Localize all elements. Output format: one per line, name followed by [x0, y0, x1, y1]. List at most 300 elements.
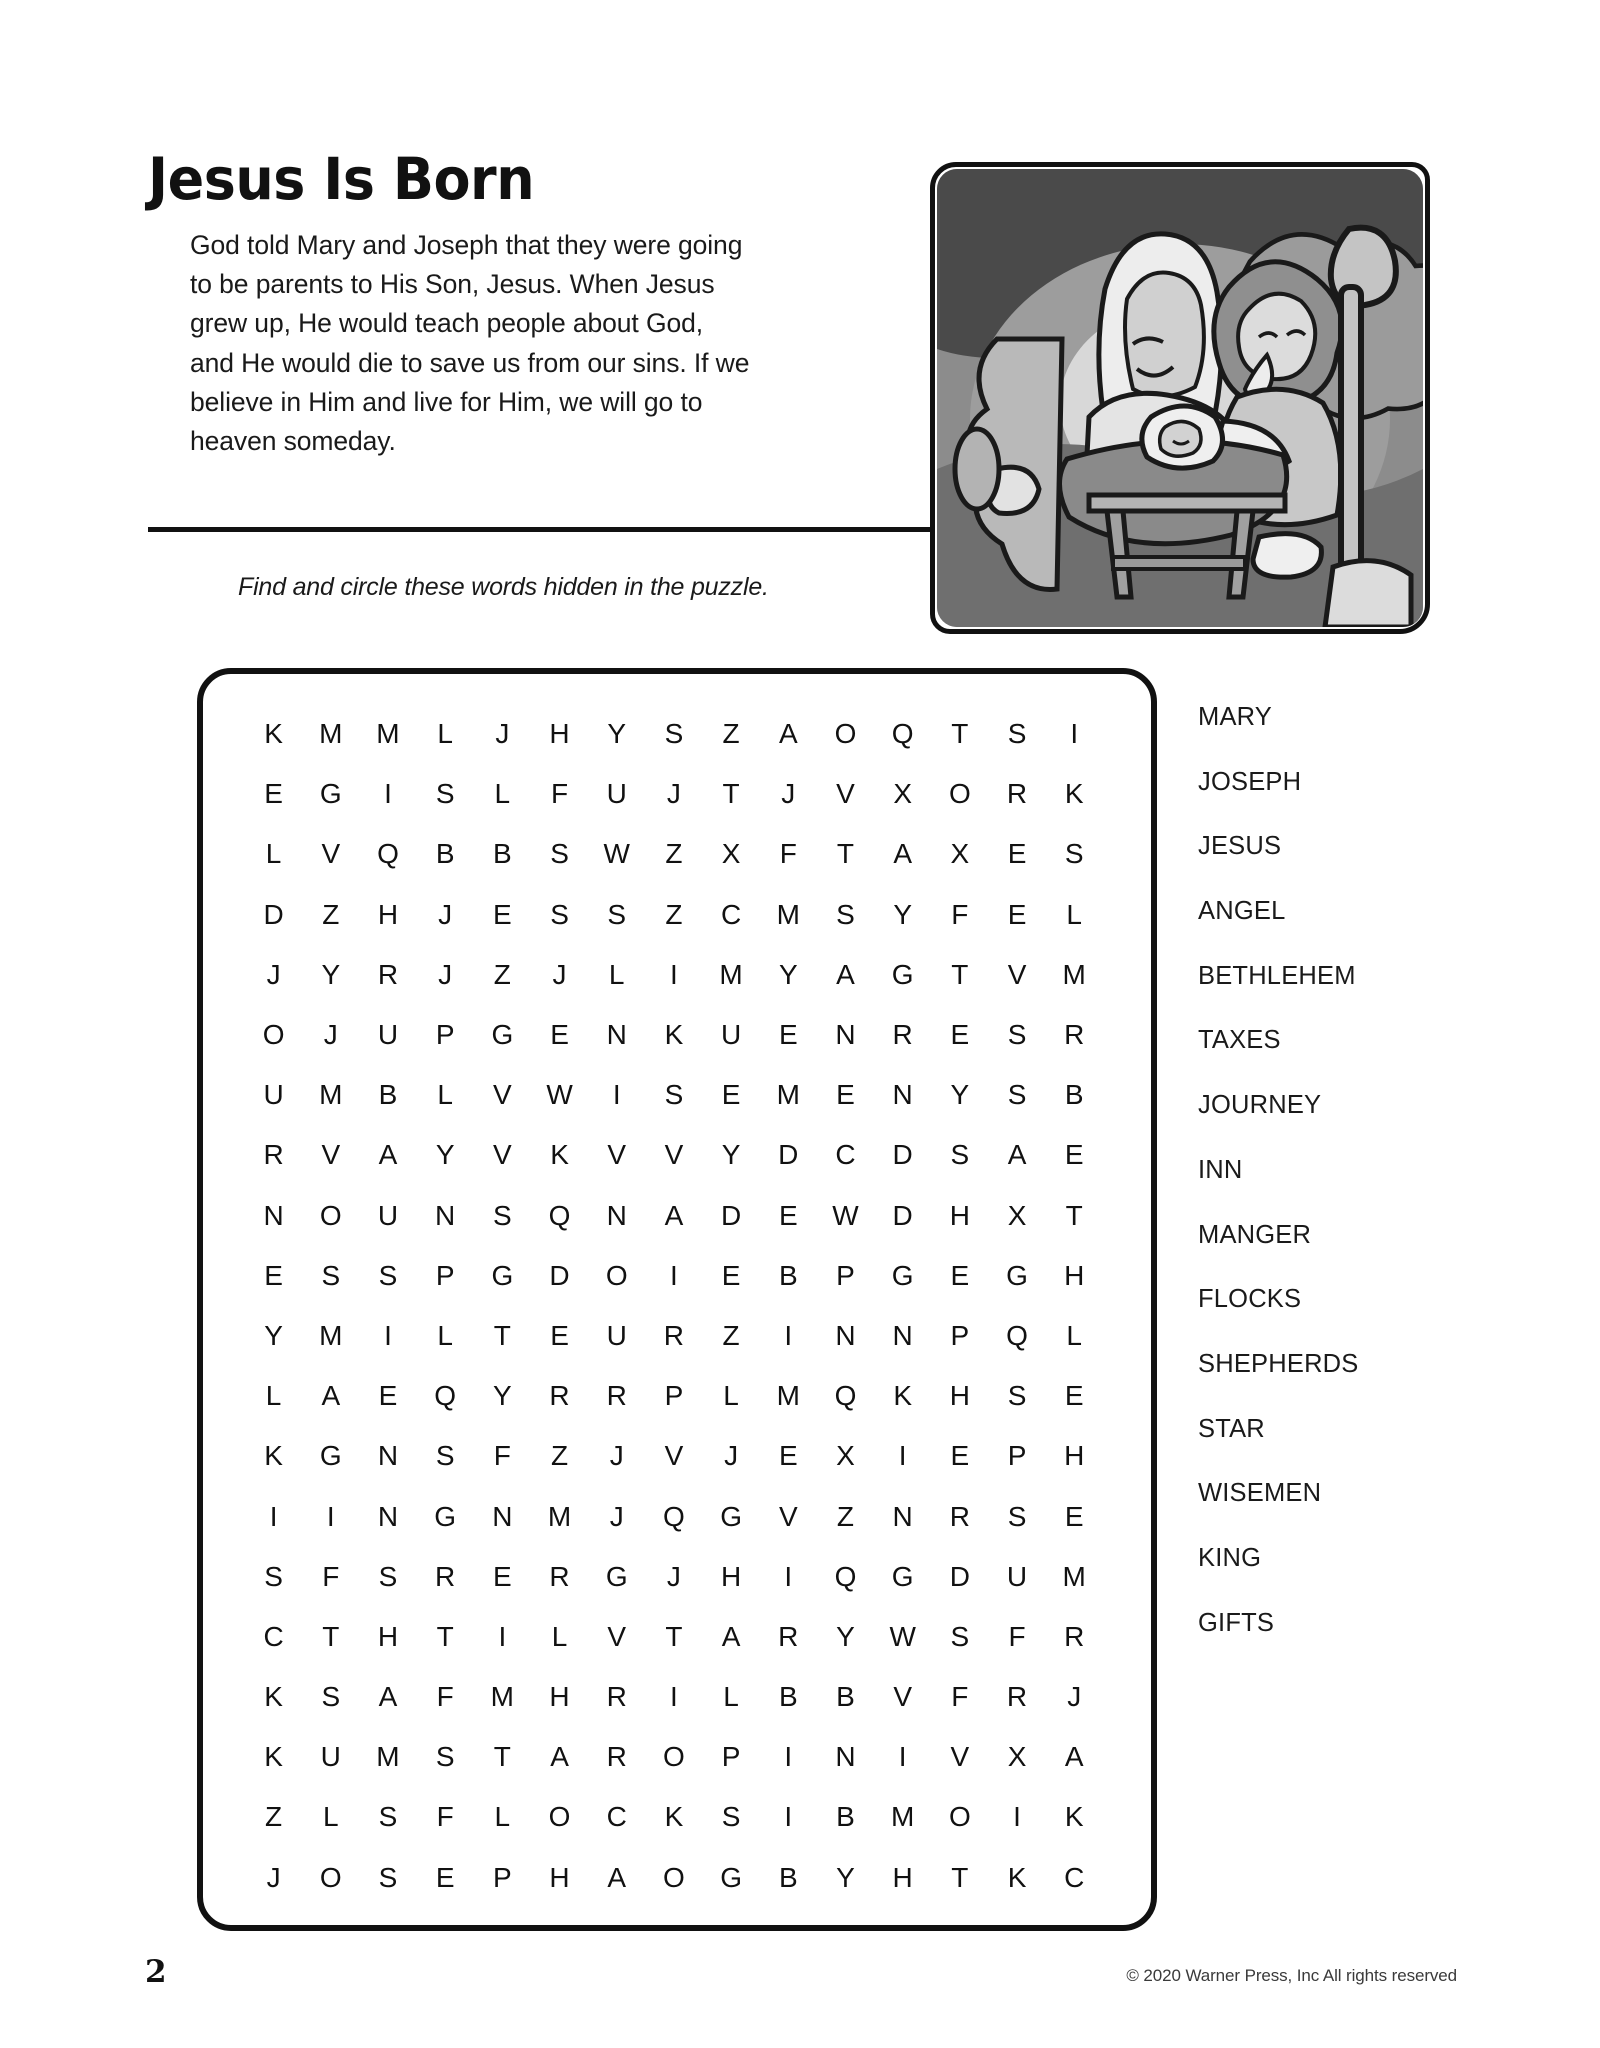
grid-cell[interactable]: Q	[663, 1500, 685, 1532]
grid-cell[interactable]: E	[264, 778, 283, 810]
word-list-item[interactable]: TAXES	[1198, 1026, 1281, 1055]
grid-cell[interactable]: K	[550, 1139, 569, 1171]
grid-cell[interactable]: R	[606, 1380, 627, 1412]
grid-cell[interactable]: A	[378, 1681, 398, 1713]
grid-cell[interactable]: I	[612, 1079, 621, 1111]
word-list-item[interactable]: KING	[1198, 1543, 1262, 1572]
grid-cell[interactable]: B	[778, 1861, 798, 1893]
grid-cell[interactable]: S	[378, 1861, 398, 1893]
grid-cell[interactable]: M	[319, 1079, 343, 1111]
grid-cell[interactable]	[1103, 1306, 1160, 1366]
grid-cell[interactable]: M	[376, 1741, 400, 1773]
word-list-item[interactable]: WISEMEN	[1198, 1479, 1322, 1508]
grid-cell[interactable]: S	[321, 1259, 341, 1291]
grid-cell[interactable]: H	[1064, 1259, 1085, 1291]
grid-cell[interactable]: O	[948, 778, 971, 810]
grid-cell[interactable]: T	[665, 1620, 683, 1652]
grid-cell[interactable]: Y	[493, 1380, 512, 1412]
grid-cell[interactable]: O	[319, 1199, 342, 1231]
grid-cell[interactable]: A	[778, 718, 798, 750]
grid-cell[interactable]: T	[1065, 1199, 1083, 1231]
grid-cell[interactable]: F	[550, 778, 569, 810]
grid-cell[interactable]: K	[893, 1380, 912, 1412]
grid-cell[interactable]: L	[437, 1319, 453, 1351]
grid-cell[interactable]: I	[784, 1801, 793, 1833]
grid-cell[interactable]: S	[493, 1199, 512, 1231]
grid-cell[interactable]: M	[776, 898, 800, 930]
grid-cell[interactable]: U	[606, 778, 627, 810]
word-list-item[interactable]: SHEPHERDS	[1198, 1349, 1359, 1378]
grid-cell[interactable]: H	[892, 1861, 913, 1893]
grid-cell[interactable]: Z	[665, 898, 683, 930]
grid-cell[interactable]: N	[263, 1199, 284, 1231]
grid-cell[interactable]: S	[1007, 1500, 1027, 1532]
grid-cell[interactable]: L	[265, 1380, 282, 1412]
grid-cell[interactable]: I	[269, 1500, 278, 1532]
grid-cell[interactable]: C	[263, 1620, 284, 1652]
grid-cell[interactable]: S	[264, 1560, 283, 1592]
grid-cell[interactable]: E	[778, 1440, 798, 1472]
grid-cell[interactable]: G	[891, 958, 914, 990]
grid-cell[interactable]: D	[949, 1560, 970, 1592]
grid-cell[interactable]: J	[438, 958, 453, 990]
grid-cell[interactable]: R	[892, 1019, 913, 1051]
grid-cell[interactable]: S	[550, 838, 569, 870]
grid-cell[interactable]: Y	[836, 1620, 855, 1652]
grid-cell[interactable]: S	[1007, 1380, 1027, 1412]
grid-cell[interactable]: E	[378, 1380, 398, 1412]
grid-cell[interactable]: A	[893, 838, 912, 870]
grid-cell[interactable]: V	[778, 1500, 798, 1532]
grid-cell[interactable]: B	[435, 838, 455, 870]
grid-cell[interactable]: J	[438, 898, 453, 930]
grid-cell[interactable]	[1103, 1005, 1160, 1065]
grid-cell[interactable]: Y	[264, 1319, 283, 1351]
grid-cell[interactable]: P	[435, 1019, 455, 1051]
grid-cell[interactable]: K	[664, 1801, 684, 1833]
grid-cell[interactable]: B	[378, 1079, 398, 1111]
grid-cell[interactable]: V	[493, 1139, 512, 1171]
grid-cell[interactable]: R	[377, 958, 399, 990]
grid-cell[interactable]: M	[319, 1319, 343, 1351]
grid-cell[interactable]: J	[323, 1019, 338, 1051]
grid-cell[interactable]: M	[776, 1079, 800, 1111]
grid-cell[interactable]: S	[664, 1079, 684, 1111]
grid-cell[interactable]: R	[1006, 778, 1028, 810]
grid-cell[interactable]: L	[1066, 1319, 1082, 1351]
grid-cell[interactable]: E	[721, 1259, 741, 1291]
grid-cell[interactable]: Y	[893, 898, 912, 930]
grid-cell[interactable]: L	[551, 1620, 568, 1652]
grid-cell[interactable]: Z	[265, 1801, 283, 1833]
grid-cell[interactable]: W	[603, 838, 630, 870]
grid-cell[interactable]: H	[377, 1620, 399, 1652]
grid-cell[interactable]: K	[1064, 778, 1084, 810]
grid-cell[interactable]: E	[778, 1199, 798, 1231]
grid-cell[interactable]: J	[495, 718, 510, 750]
grid-cell[interactable]	[1103, 1186, 1160, 1246]
grid-cell[interactable]: I	[384, 778, 392, 810]
grid-cell[interactable]: W	[546, 1079, 573, 1111]
grid-cell[interactable]: L	[608, 958, 625, 990]
grid-cell[interactable]: X	[1007, 1199, 1027, 1231]
grid-cell[interactable]: M	[719, 958, 743, 990]
grid-cell[interactable]: P	[664, 1380, 684, 1412]
grid-cell[interactable]: E	[721, 1079, 741, 1111]
grid-cell[interactable]: I	[784, 1319, 793, 1351]
grid-cell[interactable]	[1103, 764, 1160, 824]
grid-cell[interactable]: S	[378, 1560, 398, 1592]
grid-cell[interactable]: S	[721, 1801, 741, 1833]
grid-cell[interactable]: G	[319, 1440, 342, 1472]
grid-cell[interactable]: I	[1013, 1801, 1021, 1833]
grid-cell[interactable]: S	[1007, 1079, 1027, 1111]
grid-cell[interactable]: M	[1062, 1560, 1086, 1592]
grid-cell[interactable]: T	[951, 718, 969, 750]
grid-cell[interactable]: N	[377, 1440, 399, 1472]
grid-cell[interactable]: N	[435, 1199, 456, 1231]
grid-cell[interactable]: Q	[377, 838, 399, 870]
grid-cell[interactable]: V	[836, 778, 855, 810]
grid-cell[interactable]: L	[265, 838, 282, 870]
grid-cell[interactable]: T	[836, 838, 855, 870]
grid-cell[interactable]: E	[1064, 1500, 1084, 1532]
grid-cell[interactable]: T	[493, 1319, 511, 1351]
grid-cell[interactable]: H	[377, 898, 399, 930]
grid-cell[interactable]: J	[724, 1440, 739, 1472]
grid-cell[interactable]: I	[670, 958, 678, 990]
grid-cell[interactable]: Y	[836, 1861, 855, 1893]
grid-cell[interactable]: S	[1007, 1019, 1027, 1051]
grid-cell[interactable]: J	[266, 958, 281, 990]
grid-cell[interactable]: P	[1007, 1440, 1027, 1472]
grid-cell[interactable]: D	[892, 1139, 913, 1171]
grid-cell[interactable]: J	[1067, 1681, 1082, 1713]
grid-cell[interactable]: F	[436, 1801, 454, 1833]
grid-cell[interactable]: Z	[665, 838, 683, 870]
grid-cell[interactable]: Z	[836, 1500, 855, 1532]
grid-cell[interactable]: D	[892, 1199, 913, 1231]
grid-cell[interactable]: K	[664, 1019, 684, 1051]
grid-cell[interactable]: Y	[607, 718, 627, 750]
grid-cell[interactable]: O	[262, 1019, 285, 1051]
grid-cell[interactable]: D	[549, 1259, 570, 1291]
grid-cell[interactable]: U	[377, 1199, 399, 1231]
grid-cell[interactable]: V	[607, 1139, 627, 1171]
word-list-item[interactable]: MARY	[1198, 703, 1273, 731]
grid-cell[interactable]: Z	[722, 718, 740, 750]
grid-cell[interactable]: M	[547, 1500, 572, 1532]
grid-cell[interactable]	[1103, 1727, 1160, 1787]
grid-cell[interactable]: S	[378, 1801, 398, 1833]
grid-cell[interactable]	[1103, 824, 1160, 884]
grid-cell[interactable]: E	[778, 1019, 798, 1051]
grid-cell[interactable]	[1103, 1366, 1160, 1426]
grid-cell[interactable]: D	[720, 1199, 742, 1231]
grid-cell[interactable]: F	[951, 898, 969, 930]
grid-cell[interactable]: K	[1064, 1801, 1084, 1833]
word-list-item[interactable]: STAR	[1198, 1414, 1265, 1443]
grid-cell[interactable]: S	[1064, 838, 1084, 870]
grid-cell[interactable]: K	[1007, 1861, 1027, 1893]
grid-cell[interactable]: V	[607, 1620, 627, 1652]
grid-cell[interactable]: R	[778, 1620, 799, 1652]
grid-cell[interactable]: X	[836, 1440, 855, 1472]
word-list-item[interactable]: JOSEPH	[1198, 767, 1302, 796]
grid-cell[interactable]: B	[836, 1681, 855, 1713]
grid-cell[interactable]: A	[321, 1380, 341, 1412]
grid-cell[interactable]: I	[670, 1259, 678, 1291]
grid-cell[interactable]: E	[950, 1440, 970, 1472]
grid-cell[interactable]: G	[891, 1560, 914, 1592]
grid-cell[interactable]: I	[670, 1681, 678, 1713]
grid-cell[interactable]: P	[493, 1861, 512, 1893]
grid-cell[interactable]: F	[436, 1681, 454, 1713]
grid-cell[interactable]: C	[606, 1801, 627, 1833]
grid-cell[interactable]: M	[319, 718, 343, 750]
grid-cell[interactable]: J	[666, 778, 681, 810]
grid-cell[interactable]: W	[889, 1620, 916, 1652]
grid-cell[interactable]: C	[1064, 1861, 1085, 1893]
grid-cell[interactable]: V	[1007, 958, 1027, 990]
grid-cell[interactable]: P	[836, 1259, 855, 1291]
grid-cell[interactable]: T	[322, 1620, 340, 1652]
grid-cell[interactable]: R	[606, 1681, 627, 1713]
grid-cell[interactable]: R	[663, 1319, 685, 1351]
grid-cell[interactable]	[1103, 945, 1160, 1005]
grid-cell[interactable]: R	[1006, 1681, 1028, 1713]
grid-cell[interactable]: A	[1007, 1139, 1027, 1171]
grid-cell[interactable]: O	[948, 1801, 971, 1833]
grid-cell[interactable]	[1103, 1547, 1160, 1607]
grid-cell[interactable]: B	[1064, 1079, 1084, 1111]
grid-cell[interactable]: H	[949, 1199, 970, 1231]
grid-cell[interactable]: N	[606, 1019, 627, 1051]
grid-cell[interactable]: F	[779, 838, 797, 870]
grid-cell[interactable]: E	[1064, 1380, 1084, 1412]
grid-cell[interactable]	[1103, 1667, 1160, 1727]
grid-cell[interactable]	[1103, 1426, 1160, 1486]
grid-cell[interactable]: F	[493, 1440, 511, 1472]
grid-cell[interactable]: F	[951, 1681, 969, 1713]
grid-cell[interactable]: V	[493, 1079, 512, 1111]
grid-cell[interactable]: V	[321, 838, 341, 870]
grid-cell[interactable]: H	[549, 1861, 570, 1893]
grid-cell[interactable]: Y	[435, 1139, 455, 1171]
grid-cell[interactable]: B	[778, 1681, 798, 1713]
grid-cell[interactable]: P	[721, 1741, 741, 1773]
grid-cell[interactable]: A	[1064, 1741, 1084, 1773]
grid-cell[interactable]: X	[721, 838, 741, 870]
grid-cell[interactable]: T	[493, 1741, 511, 1773]
grid-cell[interactable]: I	[898, 1440, 907, 1472]
grid-cell[interactable]: O	[605, 1259, 628, 1291]
grid-cell[interactable]: N	[492, 1500, 513, 1532]
grid-cell[interactable]: Y	[950, 1079, 970, 1111]
word-list-item[interactable]: JESUS	[1198, 832, 1282, 861]
grid-cell[interactable]: A	[664, 1199, 684, 1231]
grid-cell[interactable]: X	[1007, 1741, 1027, 1773]
grid-cell[interactable]: L	[1066, 898, 1082, 930]
grid-cell[interactable]: R	[435, 1560, 456, 1592]
grid-cell[interactable]: B	[836, 1801, 855, 1833]
grid-cell[interactable]: W	[832, 1199, 859, 1231]
grid-cell[interactable]: N	[606, 1199, 627, 1231]
grid-cell[interactable]: N	[835, 1019, 856, 1051]
grid-cell[interactable]: L	[723, 1681, 739, 1713]
grid-cell[interactable]: G	[720, 1500, 742, 1532]
grid-cell[interactable]: R	[1064, 1620, 1085, 1652]
grid-cell[interactable]: I	[326, 1500, 335, 1532]
grid-cell[interactable]: D	[263, 898, 284, 930]
grid-cell[interactable]: N	[892, 1079, 913, 1111]
grid-cell[interactable]: S	[1007, 718, 1027, 750]
grid-cell[interactable]: J	[666, 1560, 681, 1592]
grid-cell[interactable]	[1103, 704, 1160, 764]
grid-cell[interactable]: Y	[321, 958, 341, 990]
grid-cell[interactable]: K	[264, 1440, 283, 1472]
grid-cell[interactable]: R	[949, 1500, 970, 1532]
grid-cell[interactable]: A	[550, 1741, 569, 1773]
grid-cell[interactable]: G	[891, 1259, 914, 1291]
word-list-item[interactable]: BETHLEHEM	[1198, 961, 1356, 990]
grid-cell[interactable]: K	[264, 1681, 283, 1713]
grid-cell[interactable]: Q	[434, 1380, 457, 1412]
grid-cell[interactable]: G	[434, 1500, 457, 1532]
grid-cell[interactable]: M	[890, 1801, 915, 1833]
grid-cell[interactable]: A	[721, 1620, 741, 1652]
grid-cell[interactable]: B	[493, 838, 512, 870]
grid-cell[interactable]: I	[784, 1560, 793, 1592]
grid-cell[interactable]: U	[263, 1079, 284, 1111]
grid-cell[interactable]: R	[263, 1139, 284, 1171]
grid-cell[interactable]: T	[436, 1620, 454, 1652]
word-list-item[interactable]: ANGEL	[1198, 897, 1286, 926]
grid-cell[interactable]: H	[1064, 1440, 1085, 1472]
grid-cell[interactable]: B	[778, 1259, 798, 1291]
grid-cell[interactable]: E	[1064, 1139, 1084, 1171]
grid-cell[interactable]: C	[720, 898, 742, 930]
grid-cell[interactable]: L	[494, 1801, 511, 1833]
grid-cell[interactable]: L	[437, 1079, 453, 1111]
grid-cell[interactable]: S	[378, 1259, 398, 1291]
grid-cell[interactable]: G	[491, 1019, 514, 1051]
grid-cell[interactable]: Z	[322, 898, 340, 930]
grid-cell[interactable]: M	[490, 1681, 514, 1713]
grid-cell[interactable]: O	[663, 1741, 685, 1773]
grid-cell[interactable]: V	[893, 1681, 912, 1713]
grid-cell[interactable]: Y	[778, 958, 798, 990]
grid-cell[interactable]: S	[435, 1440, 455, 1472]
grid-cell[interactable]: O	[663, 1861, 685, 1893]
grid-cell[interactable]: O	[548, 1801, 571, 1833]
word-list-item[interactable]: FLOCKS	[1198, 1285, 1302, 1314]
grid-cell[interactable]: E	[1007, 838, 1027, 870]
grid-cell[interactable]	[1103, 1486, 1160, 1546]
grid-cell[interactable]: L	[437, 718, 453, 750]
grid-cell[interactable]: A	[607, 1861, 627, 1893]
grid-cell[interactable]: G	[1006, 1259, 1028, 1291]
grid-cell[interactable]	[1103, 1246, 1160, 1306]
grid-cell[interactable]: U	[377, 1019, 399, 1051]
grid-cell[interactable]: E	[836, 1079, 855, 1111]
grid-cell[interactable]	[1103, 1848, 1160, 1908]
grid-cell[interactable]: S	[321, 1681, 341, 1713]
grid-cell[interactable]: I	[898, 1741, 907, 1773]
grid-cell[interactable]: I	[498, 1620, 507, 1652]
grid-cell[interactable]: P	[950, 1319, 970, 1351]
grid-cell[interactable]: M	[776, 1380, 800, 1412]
grid-cell[interactable]: I	[1070, 718, 1079, 750]
word-list-item[interactable]: MANGER	[1198, 1220, 1312, 1249]
grid-cell[interactable]: N	[892, 1500, 913, 1532]
grid-cell[interactable]: G	[605, 1560, 628, 1592]
grid-cell[interactable]: E	[493, 1560, 512, 1592]
grid-cell[interactable]: U	[606, 1319, 627, 1351]
grid-cell[interactable]: M	[376, 718, 400, 750]
grid-cell[interactable]: S	[550, 898, 569, 930]
word-list-item[interactable]: GIFTS	[1198, 1608, 1275, 1637]
grid-cell[interactable]: F	[322, 1560, 340, 1592]
grid-cell[interactable]: D	[778, 1139, 799, 1171]
word-list-item[interactable]: INN	[1198, 1155, 1243, 1184]
grid-cell[interactable]: T	[722, 778, 740, 810]
grid-cell[interactable]: S	[607, 898, 627, 930]
grid-cell[interactable]: X	[893, 778, 912, 810]
grid-cell[interactable]: I	[384, 1319, 392, 1351]
grid-cell[interactable]: E	[550, 1319, 569, 1351]
word-list-item[interactable]: JOURNEY	[1198, 1091, 1322, 1120]
grid-cell[interactable]: J	[552, 958, 567, 990]
grid-cell[interactable]	[1103, 885, 1160, 945]
grid-cell[interactable]: A	[378, 1139, 398, 1171]
grid-cell[interactable]: N	[377, 1500, 399, 1532]
grid-cell[interactable]: M	[1062, 958, 1086, 990]
word-search-grid[interactable]	[197, 668, 1157, 1931]
grid-cell[interactable]: R	[606, 1741, 627, 1773]
grid-cell[interactable]: T	[951, 1861, 969, 1893]
grid-cell[interactable]: E	[264, 1259, 283, 1291]
grid-cell[interactable]: U	[320, 1741, 341, 1773]
grid-cell[interactable]: Z	[722, 1319, 740, 1351]
grid-cell[interactable]: L	[723, 1380, 739, 1412]
grid-cell[interactable]: J	[609, 1500, 624, 1532]
grid-cell[interactable]: G	[491, 1259, 514, 1291]
grid-cell[interactable]: R	[549, 1560, 570, 1592]
grid-cell[interactable]: L	[494, 778, 511, 810]
grid-cell[interactable]: H	[549, 1681, 570, 1713]
grid-cell[interactable]: A	[836, 958, 855, 990]
grid-cell[interactable]	[1103, 1787, 1160, 1847]
grid-cell[interactable]: R	[1064, 1019, 1085, 1051]
grid-cell[interactable]: S	[950, 1620, 970, 1652]
grid-cell[interactable]: N	[892, 1319, 913, 1351]
grid-cell[interactable]: N	[835, 1741, 856, 1773]
grid-cell[interactable]: S	[435, 778, 455, 810]
grid-cell[interactable]: I	[784, 1741, 793, 1773]
grid-cell[interactable]: R	[549, 1380, 570, 1412]
grid-cell[interactable]: Q	[1006, 1319, 1028, 1351]
grid-cell[interactable]: E	[950, 1019, 970, 1051]
grid-cell[interactable]: E	[950, 1259, 970, 1291]
grid-cell[interactable]: K	[264, 1741, 283, 1773]
grid-cell[interactable]: J	[781, 778, 796, 810]
grid-cell[interactable]: Q	[834, 1380, 857, 1412]
grid-cell[interactable]: G	[319, 778, 342, 810]
grid-cell[interactable]: S	[950, 1139, 970, 1171]
grid-cell[interactable]: H	[549, 718, 570, 750]
grid-cell[interactable]	[1103, 1125, 1160, 1185]
